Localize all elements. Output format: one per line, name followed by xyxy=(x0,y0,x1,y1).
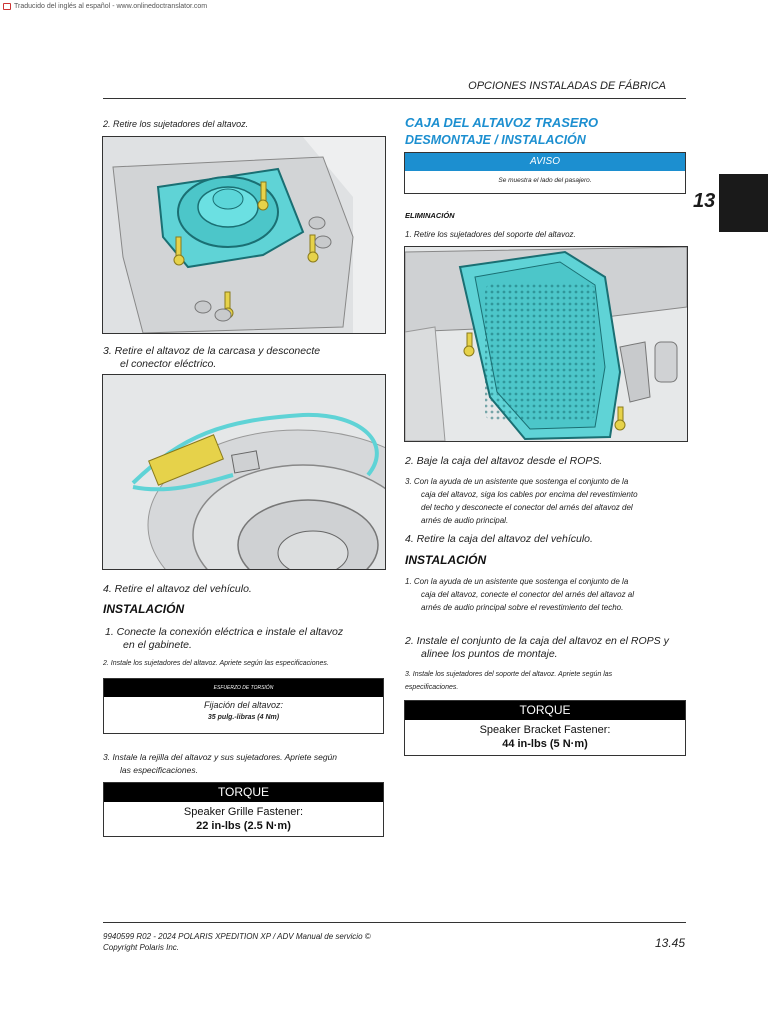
left-install-2: 2. Instale los sujetadores del altavoz. Apriete según las especificaciones. xyxy=(103,660,329,667)
torque-box-bracket xyxy=(404,700,686,756)
left-install-heading: INSTALACIÓN xyxy=(103,602,185,616)
translator-text: Traducido del inglés al español - www.onlinedoctranslator.com xyxy=(14,2,208,10)
left-step-2: 2. Retire los sujetadores del altavoz. xyxy=(103,119,249,129)
notice-text: Se muestra el lado del pasajero. xyxy=(498,177,592,184)
torque-grille-value: 22 in-lbs (2.5 N·m) xyxy=(196,820,291,832)
torque-box-grille-body xyxy=(104,802,383,832)
right-install-1 xyxy=(405,575,634,614)
left-step-3-line-2: el conector eléctrico. xyxy=(120,358,217,370)
torque-box-grille xyxy=(103,782,384,837)
torque-bracket-value: 44 in-lbs (5 N·m) xyxy=(502,738,588,750)
footer-divider xyxy=(103,922,686,923)
right-install-2-line-1: 2. Instale el conjunto de la caja del altavoz en el ROPS y xyxy=(405,635,669,647)
right-install-heading: INSTALACIÓN xyxy=(405,553,487,567)
section-title: OPCIONES INSTALADAS DE FÁBRICA xyxy=(468,80,666,92)
spec-box-speaker xyxy=(103,678,384,734)
spec-box-label: Fijación del altavoz: xyxy=(203,700,284,710)
right-install-2 xyxy=(405,635,669,661)
chapter-tab xyxy=(719,174,768,232)
left-install-3-line-2: las especificaciones. xyxy=(120,765,198,775)
spec-box-header: ESFUERZO DE TORSIÓN xyxy=(104,679,383,697)
footer-line-2: Copyright Polaris Inc. xyxy=(103,943,180,952)
right-install-1-line-2: caja del altavoz, conecte el conector del arnés del altavoz al xyxy=(421,590,635,599)
left-step-3-line-1: 3. Retire el altavoz de la carcasa y desconecte xyxy=(103,345,321,357)
right-step-1: 1. Retire los sujetadores del soporte del altavoz. xyxy=(405,230,576,239)
torque-box-bracket-header: TORQUE xyxy=(405,701,685,720)
torque-box-grille-header: TORQUE xyxy=(104,783,383,802)
spec-box-value: 35 pulg.-libras (4 Nm) xyxy=(207,714,280,721)
header-divider xyxy=(103,98,686,99)
notice-header: AVISO xyxy=(405,153,685,171)
left-install-3 xyxy=(103,751,337,777)
speaker-fasteners-illustration xyxy=(103,137,385,333)
right-install-3 xyxy=(405,668,612,694)
chapter-number: 13 xyxy=(693,190,716,212)
right-install-1-line-1: 1. Con la ayuda de un asistente que sostenga el conjunto de la xyxy=(405,577,629,586)
torque-grille-label: Speaker Grille Fastener: xyxy=(183,806,304,818)
right-install-1-line-3: arnés de audio principal sobre el revestimiento del techo. xyxy=(421,603,624,612)
left-install-1-line-2: en el gabinete. xyxy=(123,639,192,651)
left-install-1-line-1: 1. Conecte la conexión eléctrica e instale el altavoz xyxy=(105,626,344,638)
page-number: 13.45 xyxy=(655,936,686,950)
figure-speaker-fasteners xyxy=(102,136,386,334)
right-title-line-1: CAJA DEL ALTAVOZ TRASERO xyxy=(405,115,599,130)
right-install-3-line-1: 3. Instale los sujetadores del soporte del altavoz. Apriete según las xyxy=(405,671,613,678)
right-step-4: 4. Retire la caja del altavoz del vehículo. xyxy=(405,533,593,545)
document-icon xyxy=(3,3,11,10)
right-step-3-line-1: 3. Con la ayuda de un asistente que sostenga el conjunto de la xyxy=(405,477,629,486)
right-step-3-line-2: caja del altavoz, siga los cables por encima del revestimiento xyxy=(421,490,638,499)
right-install-2-line-2: alinee los puntos de montaje. xyxy=(421,648,558,660)
left-install-1 xyxy=(105,626,343,652)
left-install-3-line-1: 3. Instale la rejilla del altavoz y sus sujetadores. Apriete según xyxy=(103,752,338,762)
speaker-box-illustration xyxy=(405,247,687,441)
right-step-3 xyxy=(405,475,638,527)
notice-box xyxy=(404,152,686,194)
figure-speaker-connector xyxy=(102,374,386,570)
torque-box-bracket-body xyxy=(405,720,685,750)
right-step-2: 2. Baje la caja del altavoz desde el ROPS. xyxy=(405,455,603,467)
torque-bracket-label: Speaker Bracket Fastener: xyxy=(479,724,611,736)
speaker-connector-illustration xyxy=(103,375,385,569)
figure-speaker-box xyxy=(404,246,688,442)
right-step-3-line-3: del techo y desconecte el conector del arnés del altavoz del xyxy=(421,503,633,512)
footer-line-1: 9940599 R02 - 2024 POLARIS XPEDITION XP / ADV Manual de servicio © xyxy=(103,932,371,941)
right-step-3-line-4: arnés de audio principal. xyxy=(421,516,509,525)
left-step-3 xyxy=(103,345,320,371)
footer-copyright xyxy=(103,931,371,953)
left-step-4: 4. Retire el altavoz del vehículo. xyxy=(103,583,252,595)
removal-heading: ELIMINACIÓN xyxy=(405,211,455,220)
right-install-3-line-2: especificaciones. xyxy=(405,684,459,691)
right-title-line-2: DESMONTAJE / INSTALACIÓN xyxy=(405,133,586,147)
translator-bar xyxy=(0,0,768,12)
